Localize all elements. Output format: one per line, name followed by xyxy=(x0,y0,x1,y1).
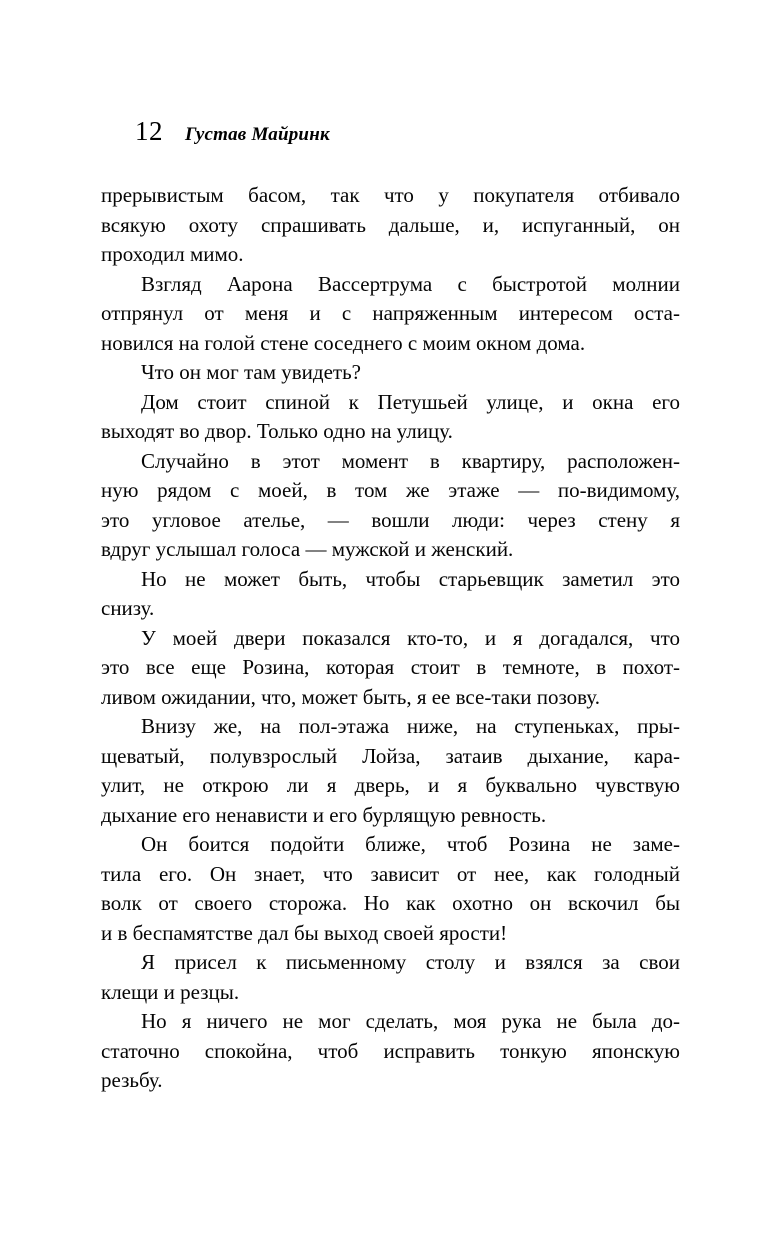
page-text xyxy=(101,181,680,1096)
text-line: У моей двери показался кто-то, и я догадался, что xyxy=(141,625,680,650)
paragraph xyxy=(101,948,680,1007)
paragraph xyxy=(101,712,680,830)
text-line: статочно спокойна, чтоб исправить тонкую японскую xyxy=(101,1038,680,1063)
text-line: клещи и резцы. xyxy=(101,979,240,1004)
text-line: вдруг услышал голоса — мужской и женский. xyxy=(101,537,514,561)
paragraph xyxy=(101,270,680,359)
text-line: Он боится подойти ближе, чтоб Розина не заме- xyxy=(141,832,680,856)
text-line: выходят во двор. Только одно на улицу. xyxy=(101,419,453,443)
text-line: всякую охоту спрашивать дальше, и, испуганный, он xyxy=(101,212,680,237)
paragraph xyxy=(101,1007,680,1096)
paragraph xyxy=(101,624,680,713)
paragraph xyxy=(101,388,680,447)
text-line: это все еще Розина, которая стоит в темноте, в похот- xyxy=(101,655,680,679)
text-line: Случайно в этот момент в квартиру, расположен- xyxy=(141,448,680,473)
paragraph xyxy=(101,181,680,270)
running-title: Густав Майринк xyxy=(185,124,330,145)
text-line: Что он мог там увидеть? xyxy=(141,360,361,384)
text-line: снизу. xyxy=(101,596,155,620)
text-line: это угловое ателье, — вошли люди: через стену я xyxy=(101,507,680,532)
text-line: Дом стоит спиной к Петушьей улице, и окна его xyxy=(141,389,680,414)
text-line: Взгляд Аарона Вассертрума с быстротой молнии xyxy=(141,271,680,296)
text-line: отпрянул от меня и с напряженным интересом оста- xyxy=(101,301,680,325)
text-line: тила его. Он знает, что зависит от нее, как голодный xyxy=(101,861,680,886)
paragraph xyxy=(101,565,680,624)
text-line: резьбу. xyxy=(101,1068,163,1092)
text-line: волк от своего сторожа. Но как охотно он вскочил бы xyxy=(101,891,680,915)
text-line: и в беспамятстве дал бы выход своей ярости! xyxy=(101,920,508,945)
paragraph xyxy=(101,447,680,565)
text-line: Я присел к письменному столу и взялся за свои xyxy=(141,950,680,974)
text-line: ливом ожидании, что, может быть, я ее все-таки позову. xyxy=(101,684,601,709)
paragraph xyxy=(101,830,680,948)
text-line: проходил мимо. xyxy=(101,242,244,266)
text-line: Но я ничего не мог сделать, моя рука не была до- xyxy=(141,1009,680,1033)
text-line: щеватый, полувзрослый Лойза, затаив дыхание, кара- xyxy=(101,743,680,768)
text-line: Но не может быть, чтобы старьевщик заметил это xyxy=(141,566,680,591)
text-line: прерывистым басом, так что у покупателя отбивало xyxy=(101,183,680,207)
text-line: дыхание его ненависти и его бурлящую ревность. xyxy=(101,802,547,827)
text-line: улит, не открою ли я дверь, и я буквально чувствую xyxy=(101,773,680,797)
page-number: 12 xyxy=(135,116,163,146)
text-line: ную рядом с моей, в том же этаже — по-видимому, xyxy=(101,478,680,502)
paragraph xyxy=(101,358,680,388)
running-head xyxy=(135,116,330,147)
text-line: новился на голой стене соседнего с моим окном дома. xyxy=(101,330,586,355)
text-line: Внизу же, на пол-этажа ниже, на ступеньках, пры- xyxy=(141,714,680,738)
